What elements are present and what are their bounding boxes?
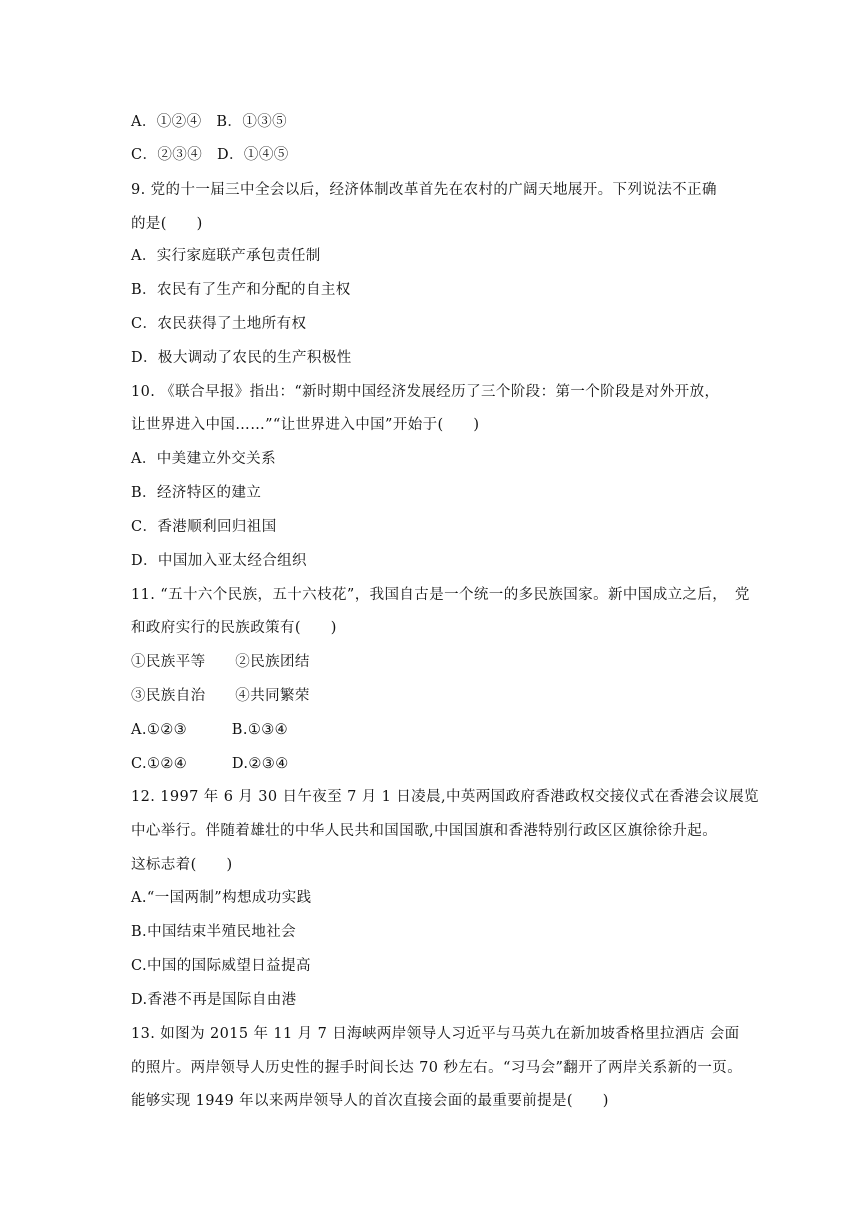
text-line: 中心举行。伴随着雄壮的中华人民共和国国歌,中国国旗和香港特别行政区区旗徐徐升起。 [131, 823, 718, 839]
text-line: D．中国加入亚太经合组织 [131, 553, 307, 569]
text-line: C.中国的国际威望日益提高 [131, 958, 311, 974]
text-line: 9. 党的十一届三中全会以后，经济体制改革首先在农村的广阔天地展开。下列说法不正确 [131, 182, 717, 198]
text-line: D．极大调动了农民的生产积极性 [131, 350, 352, 366]
text-line: 让世界进入中国……”“让世界进入中国”开始于( ) [131, 417, 480, 433]
text-line: 的照片。两岸领导人历史性的握手时间长达 70 秒左右。“习马会”翻开了两岸关系新的一页。 [131, 1060, 743, 1076]
text-line: B．经济特区的建立 [131, 485, 262, 501]
text-line: 13. 如图为 2015 年 11 月 7 日海峡两岸领导人习近平与马英九在新加坡香格里拉酒店 会面 [131, 1026, 740, 1042]
text-line: ①民族平等 ②民族团结 [131, 654, 310, 670]
text-line: 12. 1997 年 6 月 30 日午夜至 7 月 1 日凌晨,中英两国政府香港政权交接仪式在香港会议展览 [131, 789, 759, 805]
text-line: A．中美建立外交关系 [131, 451, 276, 467]
text-line: 的是( ) [131, 216, 203, 232]
text-line: 能够实现 1949 年以来两岸领导人的首次直接会面的最重要前提是( ) [131, 1093, 609, 1109]
text-line: C．香港顺利回归祖国 [131, 519, 277, 535]
text-line: 和政府实行的民族政策有( ) [131, 620, 337, 636]
text-line: 11. “五十六个民族，五十六枝花”，我国自古是一个统一的多民族国家。新中国成立之后， 党 [131, 587, 750, 603]
text-line: A.①②③ B.①③④ [131, 722, 289, 738]
text-line: C.①②④ D.②③④ [131, 756, 289, 772]
text-line: C．②③④ D．①④⑤ [131, 147, 289, 163]
text-line: ③民族自治 ④共同繁荣 [131, 688, 310, 704]
text-line: B.中国结束半殖民地社会 [131, 924, 297, 940]
text-line: C．农民获得了土地所有权 [131, 316, 307, 332]
text-line: 10. 《联合早报》指出：“新时期中国经济发展经历了三个阶段：第一个阶段是对外开放， [131, 384, 720, 400]
text-line: D.香港不再是国际自由港 [131, 992, 297, 1008]
text-line: A．①②④ B．①③⑤ [131, 114, 288, 130]
text-line: 这标志着( ) [131, 857, 233, 873]
text-line: B．农民有了生产和分配的自主权 [131, 282, 351, 298]
text-line: A.“一国两制”构想成功实践 [131, 890, 312, 906]
text-line: A．实行家庭联产承包责任制 [131, 248, 321, 264]
